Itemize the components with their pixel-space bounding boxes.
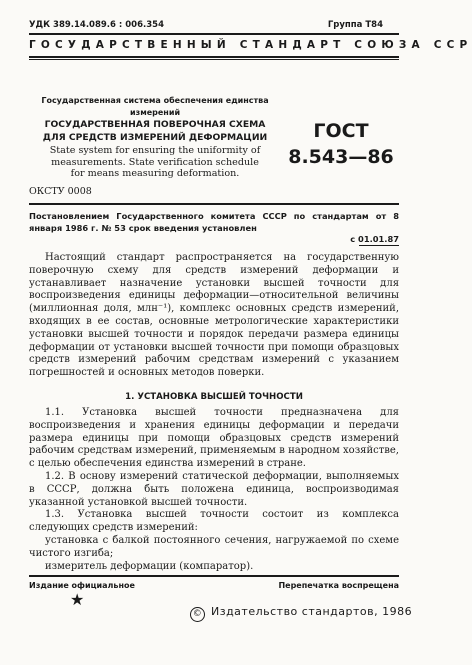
copyright-icon: ©: [190, 607, 205, 622]
group-code: Группа Т84: [327, 20, 383, 30]
decree-text: Постановлением Государственного комитета СССР по стандартам от 8 января 1986 г. № 53 срок введения установлен: [29, 211, 399, 233]
paragraph-1-1: 1.1. Установка высшей точности предназначена для воспроизведения и хранения единицы деформации и передачи размера единицы при помощи образцовых средств измерений рабочим средствам измерений, применяемым в народном хозяйстве, с целью обеспечения единства измерений в стране.: [29, 407, 399, 470]
reprint-prohibited-label: Перепечатка воспрещена: [278, 581, 399, 590]
intro-section: [29, 252, 399, 380]
intro-paragraph: Настоящий стандарт распространяется на государственную поверочную схему для средств измерений деформации и устанавливает назначение установки высшей точности для воспроизведения единицы деформации—относительной величины (миллионная доля, млн⁻¹), комплекс основных средств измерений, входящих в ее состав, основные метрологические характеристики установки высшей точности и порядок передачи размера единицы деформации от установки высшей точности при помощи образцовых средств измерений рабочим средствам измерений с указанием погрешностей и основных методов поверки.: [29, 252, 399, 379]
official-edition-label: Издание официальное: [29, 581, 135, 590]
gost-number-block: [282, 118, 400, 170]
okstu-code: ОКСТУ 0008: [29, 186, 92, 197]
header-rule-bottom: [29, 56, 399, 58]
paragraph-1-3-item-1: установка с балкой постоянного сечения, нагружаемой по схеме чистого изгиба;: [29, 534, 399, 559]
decree-date-underline: [359, 245, 399, 246]
paragraph-1-3-item-2: измеритель деформации (компаратор).: [45, 560, 254, 572]
copyright-line: [190, 605, 412, 622]
title-russian: ГОСУДАРСТВЕННАЯ ПОВЕРОЧНАЯ СХЕМА ДЛЯ СРЕДСТВ ИЗМЕРЕНИЙ ДЕФОРМАЦИИ: [42, 119, 268, 143]
section-1-title: 1. УСТАНОВКА ВЫСШЕЙ ТОЧНОСТИ: [125, 392, 303, 402]
state-standard-heading: ГОСУДАРСТВЕННЫЙ СТАНДАРТ СОЮЗА ССР: [29, 39, 472, 51]
section-1-body: [29, 407, 399, 573]
paragraph-1-2: 1.2. В основу измерений статической деформации, выполняемых в СССР, должна быть положена единица, воспроизводимая указанной установкой высшей точности.: [29, 470, 399, 508]
decree-date: с 01.01.87: [350, 234, 399, 244]
decree-rule: [29, 203, 399, 205]
header-rule-thin: [29, 59, 399, 60]
star-icon: ★: [70, 590, 85, 609]
udk-code: УДК 389.14.089.6 : 006.354: [29, 20, 164, 30]
paragraph-1-3: 1.3. Установка высшей точности состоит из комплекса следующих средств измерений:: [29, 509, 399, 534]
header-rule-top: [29, 33, 399, 35]
gost-label: ГОСТ: [313, 120, 369, 142]
title-english: State system for ensuring the uniformity of measurements. State verification schedule for means measuring deformation.: [49, 145, 261, 179]
system-name: Государственная система обеспечения единства измерений: [41, 96, 269, 117]
publisher-copyright: Издательство стандартов, 1986: [211, 605, 413, 618]
footer-rule: [29, 575, 399, 577]
gost-number: 8.543—86: [288, 146, 394, 168]
